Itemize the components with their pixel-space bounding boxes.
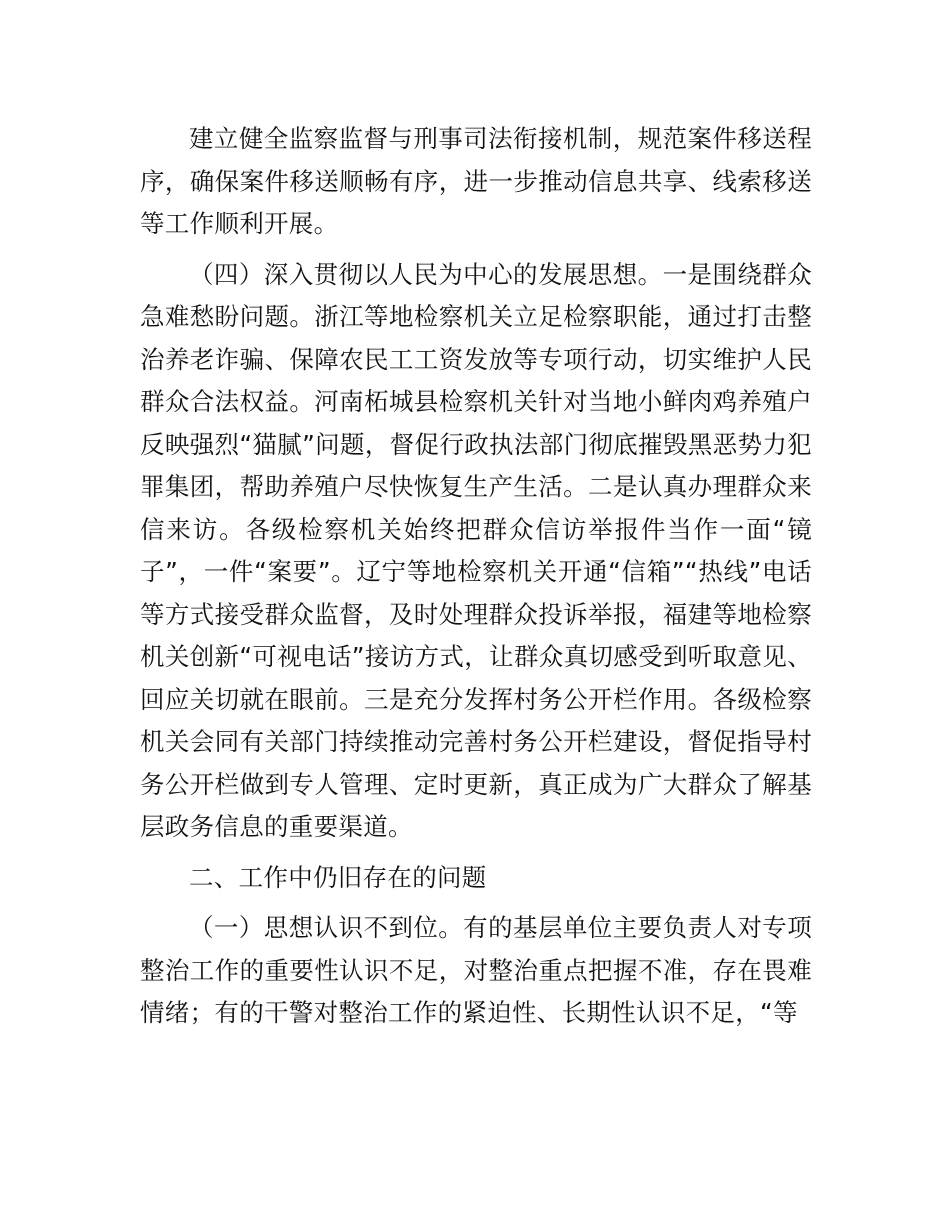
document-body	[140, 118, 812, 1035]
paragraph-case-transfer: 建立健全监察监督与刑事司法衔接机制，规范案件移送程序，确保案件移送顺畅有序，进一步推动信息共享、线索移送等工作顺利开展。	[140, 124, 812, 238]
paragraph-awareness: （一）思想认识不到位。有的基层单位主要负责人对专项整治工作的重要性认识不足，对整治重点把握不准，存在畏难情绪；有的干警对整治工作的紧迫性、长期性认识不足，“等	[140, 913, 812, 1027]
section-heading-problems: 二、工作中仍旧存在的问题	[189, 862, 487, 892]
paragraph-people-centered: （四）深入贯彻以人民为中心的发展思想。一是围绕群众急难愁盼问题。浙江等地检察机关立足检察职能，通过打击整治养老诈骗、保障农民工工资发放等专项行动，切实维护人民群众合法权益。河南柘城县检察机关针对当地小鲜肉鸡养殖户反映强烈“猫腻”问题，督促行政执法部门彻底摧毁黑恶势力犯罪集团，帮助养殖户尽快恢复生产生活。二是认真办理群众来信来访。各级检察机关始终把群众信访举报件当作一面“镜子”，一件“案要”。辽宁等地检察机关开通“信箱”“热线”电话等方式接受群众监督，及时处理群众投诉举报，福建等地检察机关创新“可视电话”接访方式，让群众真切感受到听取意见、回应关切就在眼前。三是充分发挥村务公开栏作用。各级检察机关会同有关部门持续推动完善村务公开栏建设，督促指导村务公开栏做到专人管理、定时更新，真正成为广大群众了解基层政务信息的重要渠道。	[140, 259, 812, 841]
